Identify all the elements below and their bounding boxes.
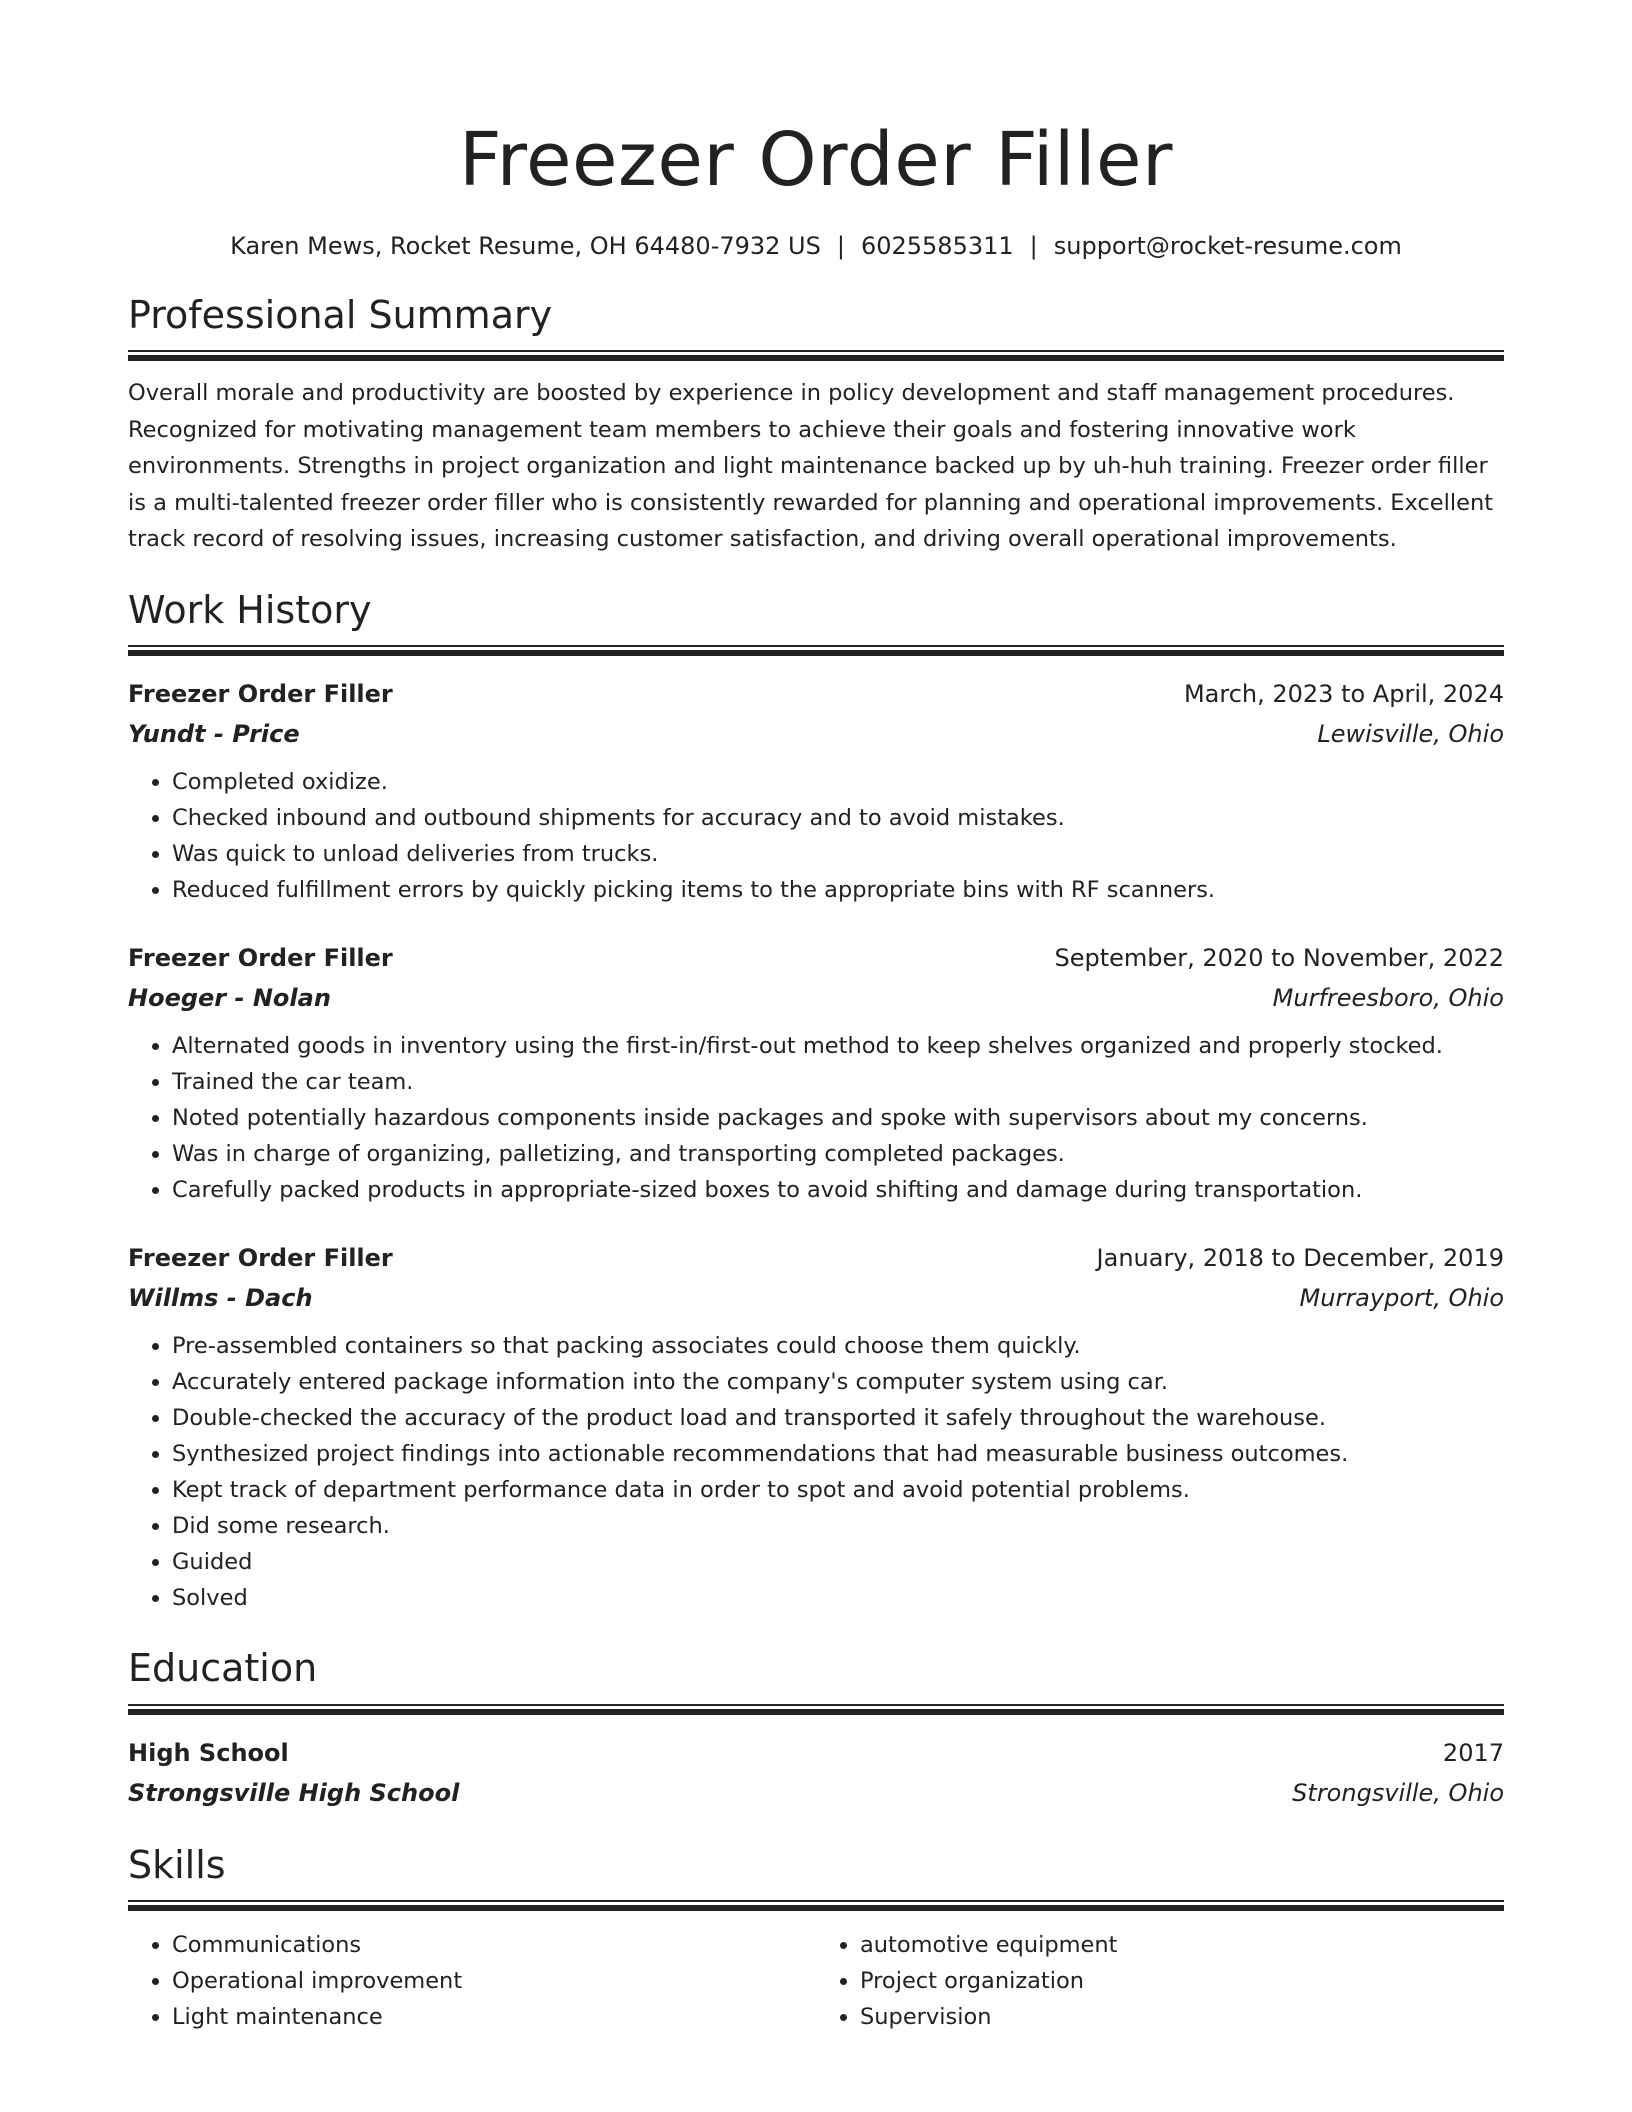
job-bullet: • Guided — [172, 1544, 1504, 1580]
education-year: 2017 — [1442, 1738, 1504, 1767]
contact-email: support@rocket-resume.com — [1053, 232, 1402, 261]
education-location: Strongsville, Ohio — [1292, 1778, 1504, 1807]
job-bullets — [128, 1328, 1504, 1616]
job-title: Freezer Order Filler — [128, 1244, 393, 1273]
education-section — [128, 1646, 1504, 1813]
job-bullet: • Double-checked the accuracy of the product load and transported it safely throughout the warehouse. — [172, 1400, 1504, 1436]
skill-item: • Project organization — [860, 1963, 1504, 1999]
section-divider — [128, 1704, 1504, 1715]
job-entry — [128, 938, 1504, 1208]
skill-item: • Communications — [172, 1927, 816, 1963]
skill-item: • Supervision — [860, 1999, 1504, 2035]
job-bullet: • Trained the car team. — [172, 1064, 1504, 1100]
job-location: Murrayport, Ohio — [1299, 1284, 1504, 1313]
job-dates: January, 2018 to December, 2019 — [1096, 1244, 1504, 1273]
summary-text: Overall morale and productivity are boosted by experience in policy development and staff management procedures. Recognized for motivating management team members to achieve their goals and fostering innovative work environments. Strengths in project organization and light maintenance backed up by uh-huh training. Freezer order filler is a multi-talented freezer order filler who is consistently rewarded for planning and operational improvements. Excellent track record of resolving issues, increasing customer satisfaction, and driving overall operational improvements. — [128, 380, 1494, 553]
skill-item: • automotive equipment — [860, 1927, 1504, 1963]
job-bullet: • Did some research. — [172, 1508, 1504, 1544]
skills-list — [128, 1927, 816, 2035]
section-divider — [128, 1900, 1504, 1911]
summary-section — [128, 293, 1504, 558]
contact-separator: | — [1029, 232, 1038, 261]
job-bullet: • Checked inbound and outbound shipments for accuracy and to avoid mistakes. — [172, 800, 1504, 836]
job-bullet: • Kept track of department performance data in order to spot and avoid potential problems. — [172, 1472, 1504, 1508]
work-history-section — [128, 588, 1504, 1617]
skills-heading: Skills — [128, 1842, 226, 1887]
contact-phone: 6025585311 — [860, 232, 1014, 261]
job-bullet: • Synthesized project findings into actionable recommendations that had measurable business outcomes. — [172, 1436, 1504, 1472]
job-company: Hoeger - Nolan — [128, 984, 331, 1013]
work-history-heading: Work History — [128, 587, 372, 632]
skills-section — [128, 1843, 1504, 2036]
job-bullet: • Pre-assembled containers so that packing associates could choose them quickly. — [172, 1328, 1504, 1364]
job-bullet: • Solved — [172, 1580, 1504, 1616]
job-company: Willms - Dach — [128, 1284, 313, 1313]
job-dates: September, 2020 to November, 2022 — [1054, 944, 1504, 973]
job-entry — [128, 1238, 1504, 1616]
skill-item: • Light maintenance — [172, 1999, 816, 2035]
education-heading: Education — [128, 1646, 318, 1691]
job-bullet: • Reduced fulfillment errors by quickly picking items to the appropriate bins with RF scanners. — [172, 872, 1504, 908]
education-entry — [128, 1733, 1504, 1813]
job-bullets — [128, 764, 1504, 908]
job-bullet: • Alternated goods in inventory using the first-in/first-out method to keep shelves organized and properly stocked. — [172, 1028, 1504, 1064]
summary-heading: Professional Summary — [128, 292, 553, 337]
job-bullet: • Carefully packed products in appropriate-sized boxes to avoid shifting and damage during transportation. — [172, 1172, 1504, 1208]
section-divider — [128, 645, 1504, 656]
job-entry — [128, 674, 1504, 908]
job-title: Freezer Order Filler — [128, 944, 393, 973]
job-bullet: • Was quick to unload deliveries from trucks. — [172, 836, 1504, 872]
skills-column-right — [816, 1927, 1504, 2035]
skills-list — [816, 1927, 1504, 2035]
job-bullet: • Completed oxidize. — [172, 764, 1504, 800]
job-location: Murfreesboro, Ohio — [1272, 984, 1504, 1013]
skills-grid — [128, 1927, 1504, 2035]
skills-column-left — [128, 1927, 816, 2035]
skill-item: • Operational improvement — [172, 1963, 816, 1999]
education-school: Strongsville High School — [128, 1778, 460, 1807]
resume-title: Freezer Order Filler — [459, 117, 1173, 203]
contact-separator: | — [836, 232, 845, 261]
job-bullet: • Was in charge of organizing, palletizing, and transporting completed packages. — [172, 1136, 1504, 1172]
job-bullet: • Accurately entered package information into the company's computer system using car. — [172, 1364, 1504, 1400]
job-company: Yundt - Price — [128, 720, 300, 749]
job-bullet: • Noted potentially hazardous components inside packages and spoke with supervisors about my concerns. — [172, 1100, 1504, 1136]
education-degree: High School — [128, 1738, 289, 1767]
job-title: Freezer Order Filler — [128, 680, 393, 709]
contact-line — [128, 231, 1504, 262]
job-bullets — [128, 1028, 1504, 1208]
contact-address: Karen Mews, Rocket Resume, OH 64480-7932 US — [230, 232, 821, 261]
job-location: Lewisville, Ohio — [1317, 720, 1504, 749]
job-dates: March, 2023 to April, 2024 — [1183, 680, 1504, 709]
section-divider — [128, 350, 1504, 361]
